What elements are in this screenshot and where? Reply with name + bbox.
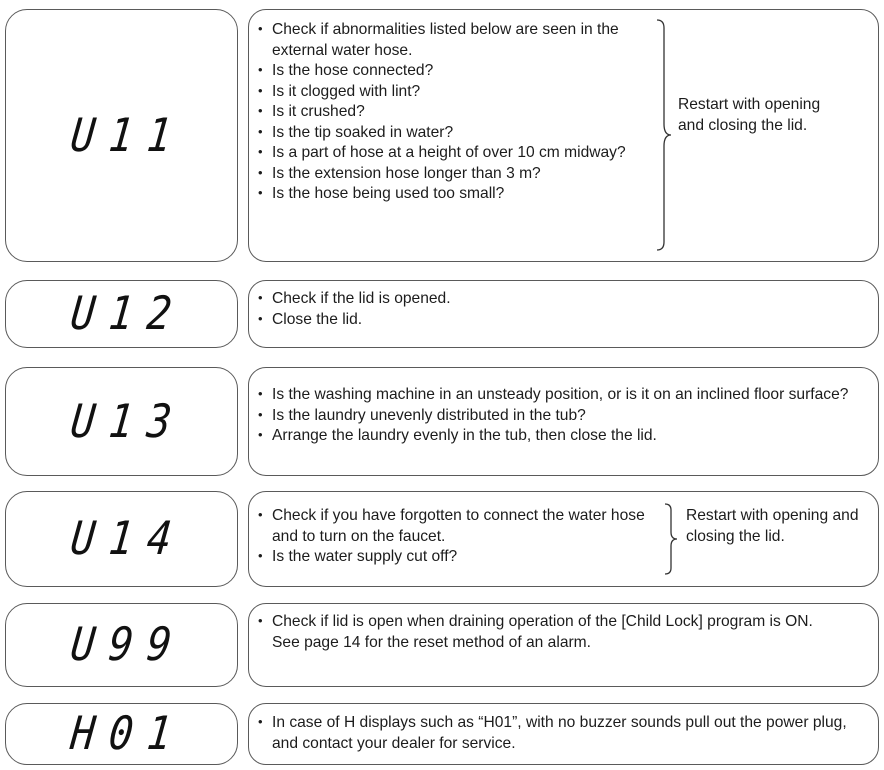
description-box-u14 xyxy=(248,491,879,587)
error-code-u14: U14 xyxy=(68,512,189,566)
check-item: • Is it crushed? xyxy=(249,102,669,123)
error-code-box-u11 xyxy=(5,9,238,262)
description-box-u11 xyxy=(248,9,879,262)
check-item: • Close the lid. xyxy=(249,310,849,331)
check-list-u13 xyxy=(249,385,849,447)
error-code-h01: H01 xyxy=(68,707,189,761)
error-code-u99: U99 xyxy=(68,618,189,672)
check-list-h01 xyxy=(249,713,854,754)
restart-note-u11: Restart with opening and closing the lid. xyxy=(678,96,821,134)
error-code-box-u99 xyxy=(5,603,238,687)
check-item: • Check if the lid is opened. xyxy=(249,289,849,310)
check-item: • Is it clogged with lint? xyxy=(249,82,669,103)
check-item: • Is the laundry unevenly distributed in the tub? xyxy=(249,406,849,427)
error-code-u13: U13 xyxy=(68,395,189,448)
brace-icon xyxy=(662,502,680,576)
check-item: • Is the hose connected? xyxy=(249,61,669,82)
check-item: • Is the extension hose longer than 3 m? xyxy=(249,164,669,185)
error-code-u11: U11 xyxy=(68,109,189,162)
check-item: • Check if you have forgotten to connect the water hose and to turn on the faucet. xyxy=(249,506,664,547)
description-box-u12 xyxy=(248,280,879,348)
check-item: • Check if lid is open when draining operation of the [Child Lock] program is ON. xyxy=(249,612,849,633)
error-code-u12: U12 xyxy=(68,287,189,341)
error-code-box-h01 xyxy=(5,703,238,765)
restart-note-u14: Restart with opening and closing the lid. xyxy=(686,507,859,545)
check-list-u12 xyxy=(249,289,849,330)
check-item: • Arrange the laundry evenly in the tub, then close the lid. xyxy=(249,426,849,447)
reset-note: See page 14 for the reset method of an alarm. xyxy=(272,633,592,651)
error-code-box-u12 xyxy=(5,280,238,348)
check-item: • Is the hose being used too small? xyxy=(249,184,669,205)
description-box-u99 xyxy=(248,603,879,687)
check-item: • Is the tip soaked in water? xyxy=(249,123,669,144)
check-list-u14 xyxy=(249,506,664,568)
error-code-box-u13 xyxy=(5,367,238,476)
check-item: • Is the water supply cut off? xyxy=(249,547,664,568)
check-item: • In case of H displays such as “H01”, with no buzzer sounds pull out the power plug, and contact your dealer for service. xyxy=(249,713,854,754)
description-box-h01 xyxy=(248,703,879,765)
check-item: • Is a part of hose at a height of over 10 cm midway? xyxy=(249,143,669,164)
check-list-u99 xyxy=(249,612,849,653)
description-box-u13 xyxy=(248,367,879,476)
brace-icon xyxy=(654,18,674,252)
check-list-u11 xyxy=(249,20,669,205)
check-item: • Check if abnormalities listed below are seen in the external water hose. xyxy=(249,20,669,61)
error-code-box-u14 xyxy=(5,491,238,587)
check-item: • Is the washing machine in an unsteady position, or is it on an inclined floor surface? xyxy=(249,385,849,406)
